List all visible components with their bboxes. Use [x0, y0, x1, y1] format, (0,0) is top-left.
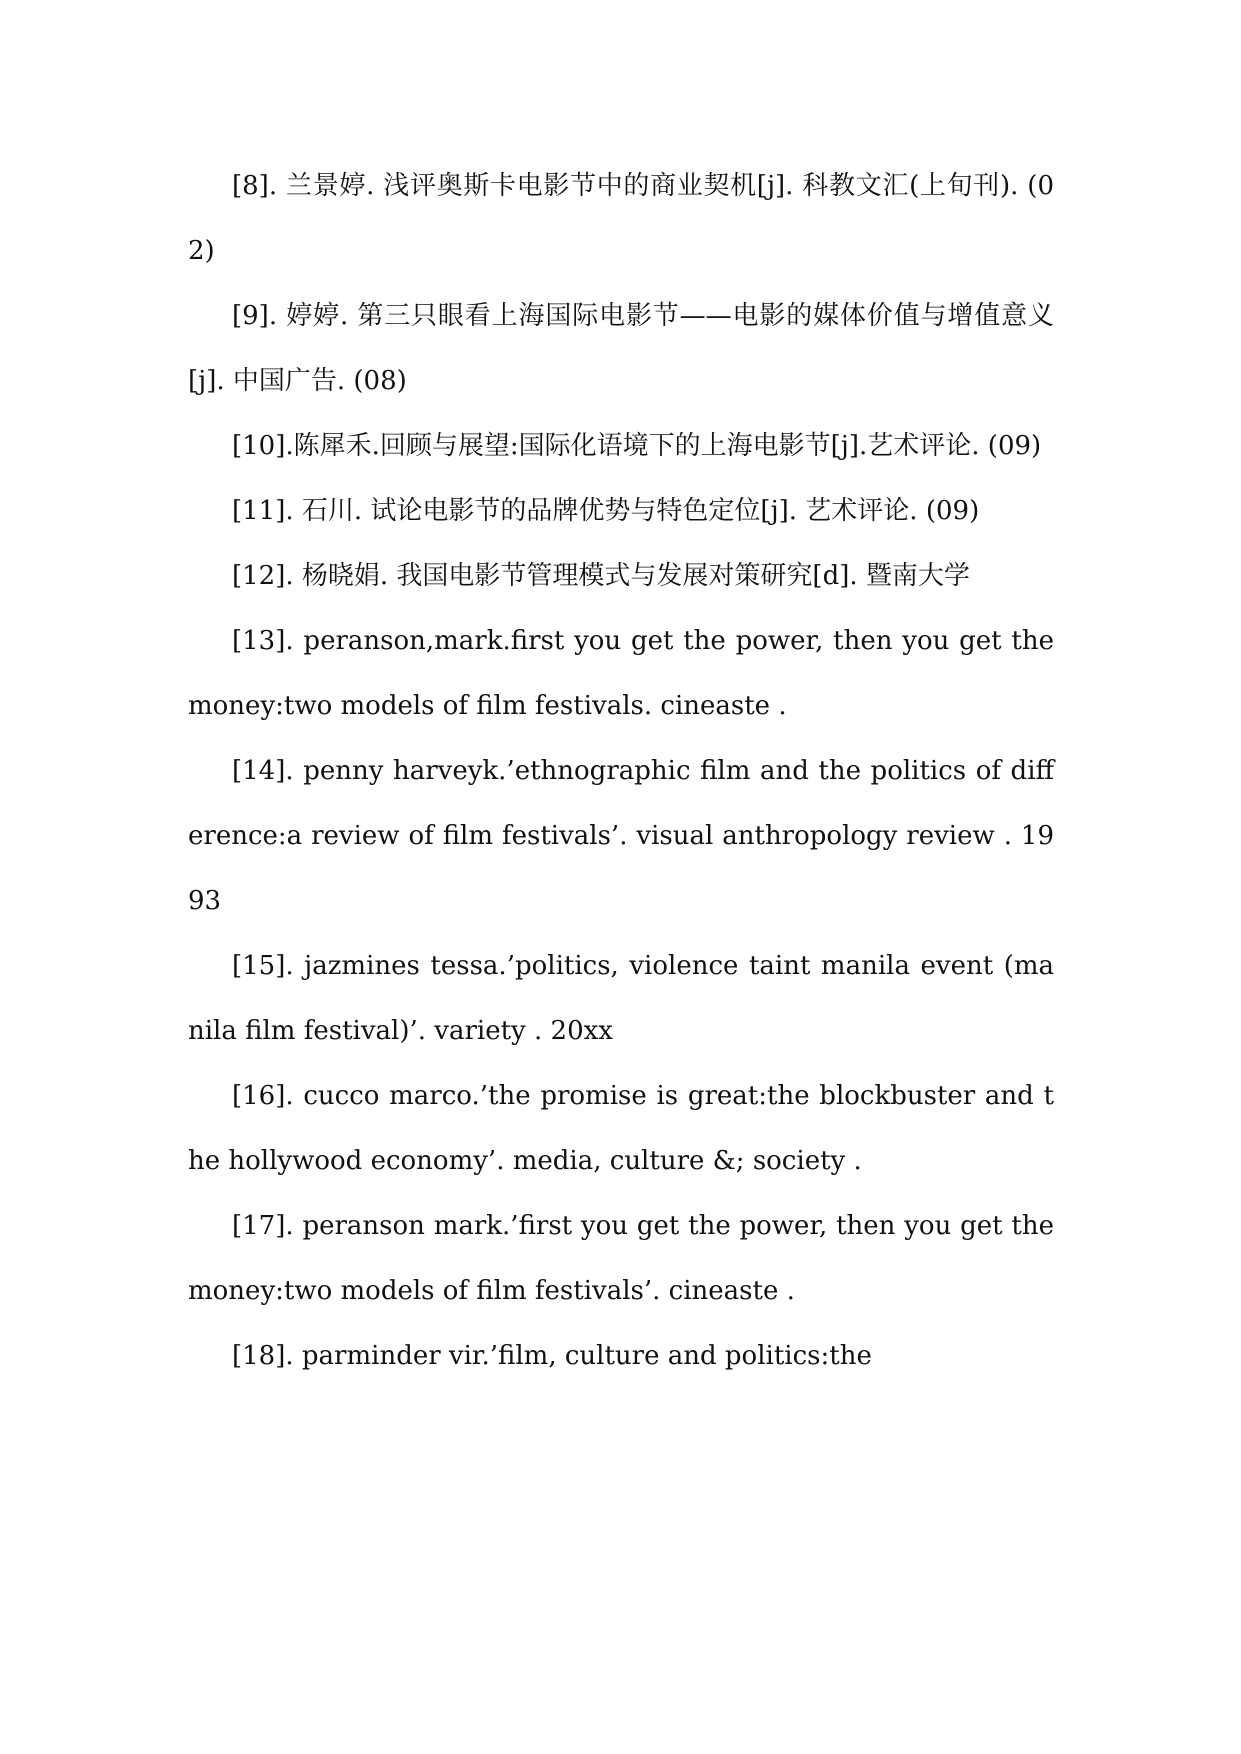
reference-item-8: [8]. 兰景婷. 浅评奥斯卡电影节中的商业契机[j]. 科教文汇(上旬刊). (02): [188, 171, 1054, 266]
reference-item-12: [12]. 杨晓娟. 我国电影节管理模式与发展对策研究[d]. 暨南大学: [232, 561, 970, 591]
reference-item-17: [17]. peranson mark.’first you get the power, then you get the money:two models of film festivals’. cineaste .: [188, 1211, 1054, 1306]
reference-item-18: [18]. parminder vir.’film, culture and politics:the: [232, 1341, 872, 1371]
reference-item-15: [15]. jazmines tessa.’politics, violence taint manila event (manila film festival)’. variety . 20xx: [188, 951, 1054, 1046]
reference-item-13: [13]. peranson,mark.first you get the power, then you get the money:two models of film festivals. cineaste .: [188, 626, 1054, 721]
reference-item-9: [9]. 婷婷. 第三只眼看上海国际电影节——电影的媒体价值与增值意义[j]. 中国广告. (08): [188, 301, 1054, 396]
reference-item-10: [10].陈犀禾.回顾与展望:国际化语境下的上海电影节[j].艺术评论. (09): [232, 431, 1042, 461]
reference-item-16: [16]. cucco marco.’the promise is great:the blockbuster and the hollywood economy’. media, culture &; society .: [188, 1081, 1054, 1176]
reference-item-14: [14]. penny harveyk.’ethnographic film and the politics of difference:a review of film festivals’. visual anthropology review . 1993: [188, 756, 1054, 916]
reference-item-11: [11]. 石川. 试论电影节的品牌优势与特色定位[j]. 艺术评论. (09): [232, 496, 980, 526]
reference-list: [188, 154, 1054, 1389]
